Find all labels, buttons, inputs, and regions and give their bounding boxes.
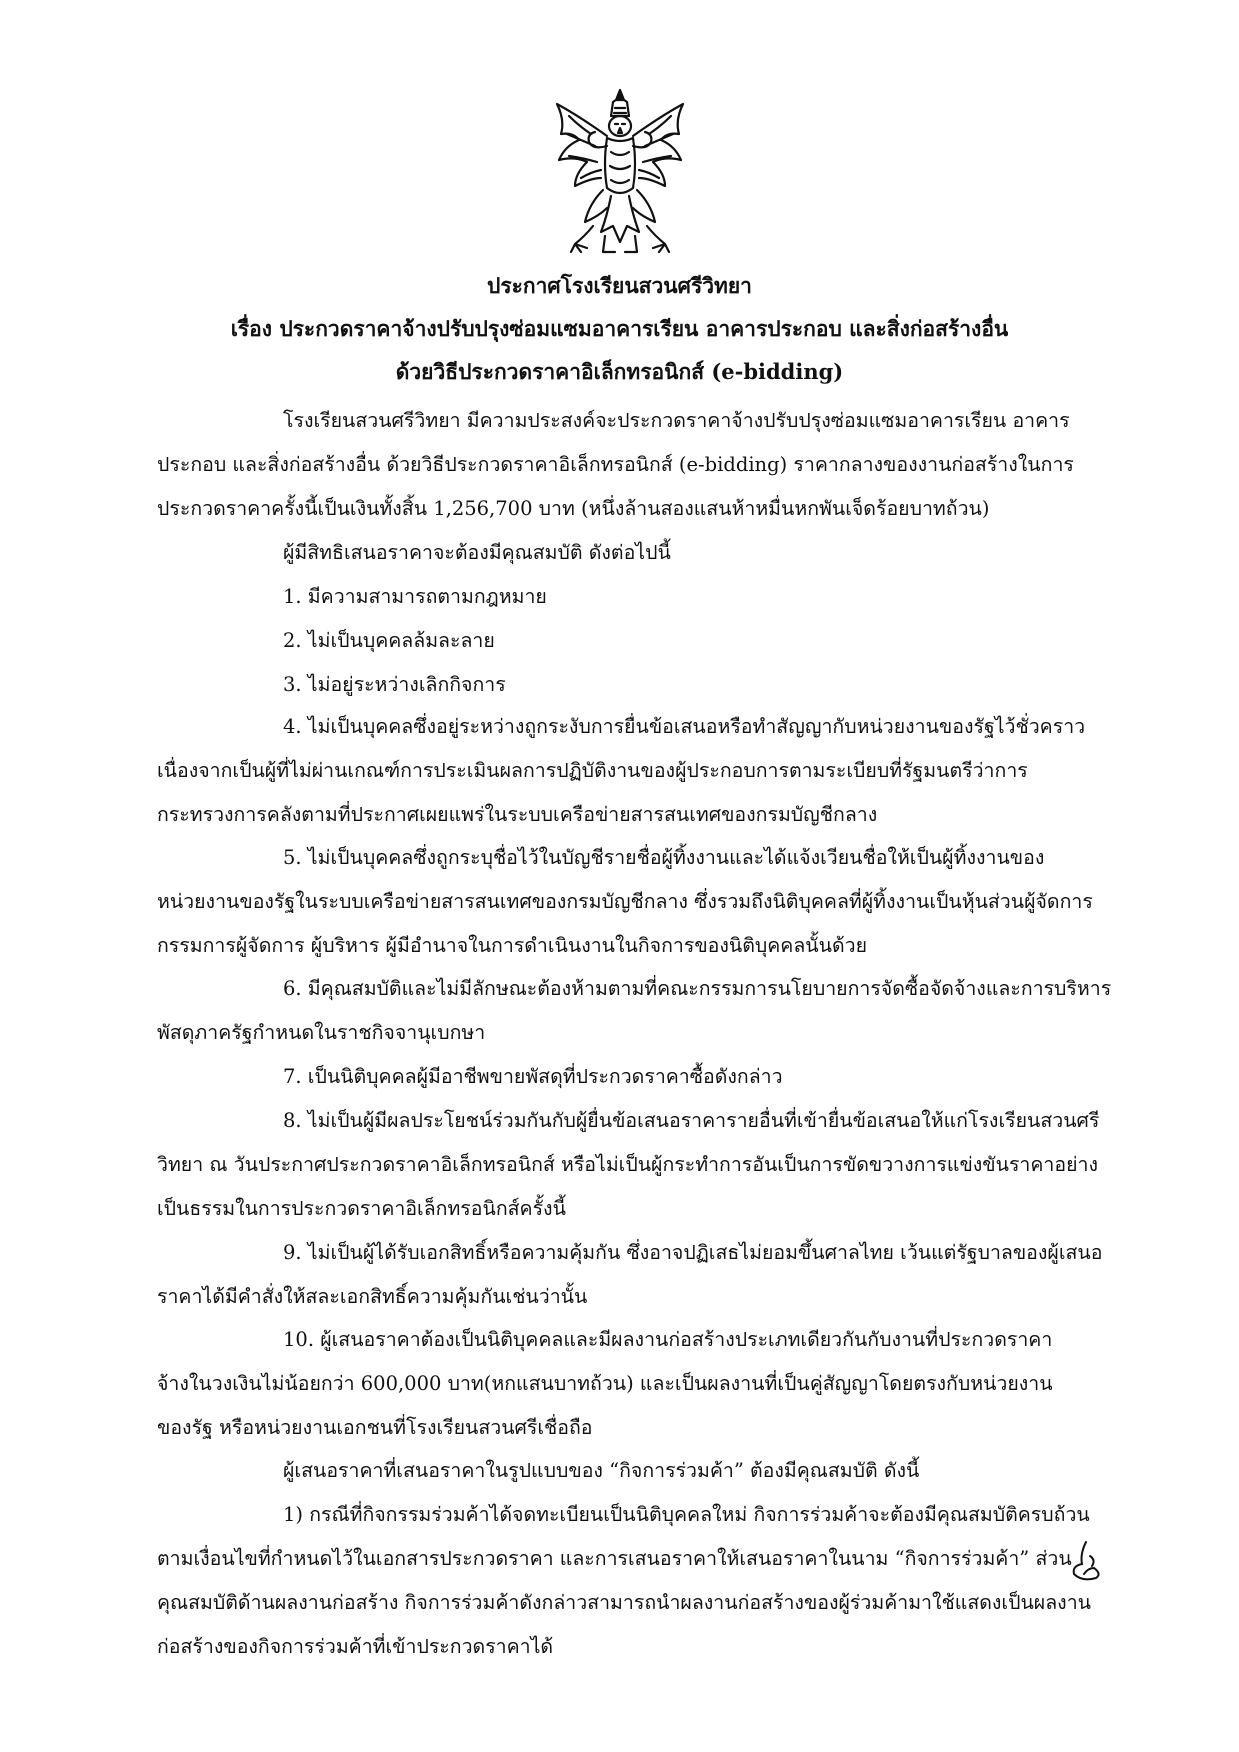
- body-line: ตามเงื่อนไขที่กำหนดไว้ในเอกสารประกวดราคา และการเสนอราคาให้เสนอราคาในนาม “กิจการร่วมค้า” ส่วน: [157, 1547, 1072, 1570]
- body-line: 2. ไม่เป็นบุคคลล้มละลาย: [283, 629, 495, 652]
- body-line: วิทยา ณ วันประกาศประกวดราคาอิเล็กทรอนิกส์ หรือไม่เป็นผู้กระทำการอันเป็นการขัดขวางการแข่งขันราคาอย่าง: [157, 1153, 1098, 1176]
- body-line: หน่วยงานของรัฐในระบบเครือข่ายสารสนเทศของกรมบัญชีกลาง ซึ่งรวมถึงนิติบุคคลที่ผู้ทิ้งงานเป็นหุ้นส่วนผู้จัดการ: [157, 890, 1093, 913]
- body-line: ราคาได้มีคำสั่งให้สละเอกสิทธิ์ความคุ้มกันเช่นว่านั้น: [157, 1285, 588, 1308]
- body-line: 10. ผู้เสนอราคาต้องเป็นนิติบุคคลและมีผลงานก่อสร้างประเภทเดียวกันกับงานที่ประกวดราคา: [283, 1328, 1053, 1351]
- body-line: ผู้เสนอราคาที่เสนอราคาในรูปแบบของ “กิจการร่วมค้า” ต้องมีคุณสมบัติ ดังนี้: [283, 1459, 920, 1482]
- body-line: กรรมการผู้จัดการ ผู้บริหาร ผู้มีอำนาจในการดำเนินงานในกิจการของนิติบุคคลนั้นด้วย: [157, 934, 867, 957]
- body-line: ผู้มีสิทธิเสนอราคาจะต้องมีคุณสมบัติ ดังต่อไปนี้: [283, 541, 671, 564]
- body-line: 8. ไม่เป็นผู้มีผลประโยชน์ร่วมกันกับผู้ยื่นข้อเสนอราคารายอื่นที่เข้ายื่นข้อเสนอให้แก่โรงเรียนสวนศรี: [283, 1109, 1100, 1132]
- body-line: คุณสมบัติด้านผลงานก่อสร้าง กิจการร่วมค้าดังกล่าวสามารถนำผลงานก่อสร้างของผู้ร่วมค้ามาใช้แสดงเป็นผลงาน: [157, 1591, 1091, 1614]
- initials-signature-icon: [1066, 1538, 1106, 1586]
- body-line: 5. ไม่เป็นบุคคลซึ่งถูกระบุชื่อไว้ในบัญชีรายชื่อผู้ทิ้งงานและได้แจ้งเวียนชื่อให้เป็นผู้ทิ้งงานของ: [283, 846, 1045, 869]
- body-line: ก่อสร้างของกิจการร่วมค้าที่เข้าประกวดราคาได้: [157, 1635, 554, 1658]
- body-line: 6. มีคุณสมบัติและไม่มีลักษณะต้องห้ามตามที่คณะกรรมการนโยบายการจัดซื้อจัดจ้างและการบริหาร: [283, 977, 1112, 1000]
- announcement-title: ประกาศโรงเรียนสวนศรีวิทยา: [487, 273, 752, 298]
- method-line: ด้วยวิธีประกวดราคาอิเล็กทรอนิกส์ (e-bidding): [395, 359, 844, 384]
- body-line: เนื่องจากเป็นผู้ที่ไม่ผ่านเกณฑ์การประเมินผลการปฏิบัติงานของผู้ประกอบการตามระเบียบที่รัฐมนตรีว่าการ: [157, 759, 1028, 782]
- body-line: ประกอบ และสิ่งก่อสร้างอื่น ด้วยวิธีประกวดราคาอิเล็กทรอนิกส์ (e-bidding) ราคากลางของงานก่อสร้างในการ: [157, 453, 1074, 476]
- garuda-emblem-icon: [545, 86, 695, 258]
- body-line: กระทรวงการคลังตามที่ประกาศเผยแพร่ในระบบเครือข่ายสารสนเทศของกรมบัญชีกลาง: [157, 803, 878, 826]
- body-line: ของรัฐ หรือหน่วยงานเอกชนที่โรงเรียนสวนศรีเชื่อถือ: [157, 1416, 593, 1439]
- body-line: พัสดุภาครัฐกำหนดในราชกิจจานุเบกษา: [157, 1021, 486, 1044]
- body-line: 1. มีความสามารถตามกฎหมาย: [283, 585, 547, 608]
- body-line: จ้างในวงเงินไม่น้อยกว่า 600,000 บาท(หกแสนบาทถ้วน) และเป็นผลงานที่เป็นคู่สัญญาโดยตรงกับหน่วยงาน: [157, 1372, 1053, 1395]
- body-line: 3. ไม่อยู่ระหว่างเลิกกิจการ: [283, 673, 506, 696]
- body-line: ประกวดราคาครั้งนี้เป็นเงินทั้งสิ้น 1,256,700 บาท (หนึ่งล้านสองแสนห้าหมื่นหกพันเจ็ดร้อยบาทถ้วน): [157, 497, 990, 520]
- body-line: 7. เป็นนิติบุคคลผู้มีอาชีพขายพัสดุที่ประกวดราคาซื้อดังกล่าว: [283, 1065, 783, 1088]
- body-line: 9. ไม่เป็นผู้ได้รับเอกสิทธิ์หรือความคุ้มกัน ซึ่งอาจปฏิเสธไม่ยอมขึ้นศาลไทย เว้นแต่รัฐบาลของผู้เสนอ: [283, 1241, 1103, 1264]
- subject-line: เรื่อง ประกวดราคาจ้างปรับปรุงซ่อมแซมอาคารเรียน อาคารประกอบ และสิ่งก่อสร้างอื่น: [230, 316, 1009, 341]
- body-line: 4. ไม่เป็นบุคคลซึ่งอยู่ระหว่างถูกระงับการยื่นข้อเสนอหรือทำสัญญากับหน่วยงานของรัฐไว้ชั่วคราว: [283, 715, 1086, 738]
- body-line: เป็นธรรมในการประกวดราคาอิเล็กทรอนิกส์ครั้งนี้: [157, 1197, 566, 1220]
- body-line: โรงเรียนสวนศรีวิทยา มีความประสงค์จะประกวดราคาจ้างปรับปรุงซ่อมแซมอาคารเรียน อาคาร: [283, 409, 1070, 432]
- body-line: 1) กรณีที่กิจกรรมร่วมค้าได้จดทะเบียนเป็นนิติบุคคลใหม่ กิจการร่วมค้าจะต้องมีคุณสมบัติครบถ้วน: [283, 1503, 1090, 1526]
